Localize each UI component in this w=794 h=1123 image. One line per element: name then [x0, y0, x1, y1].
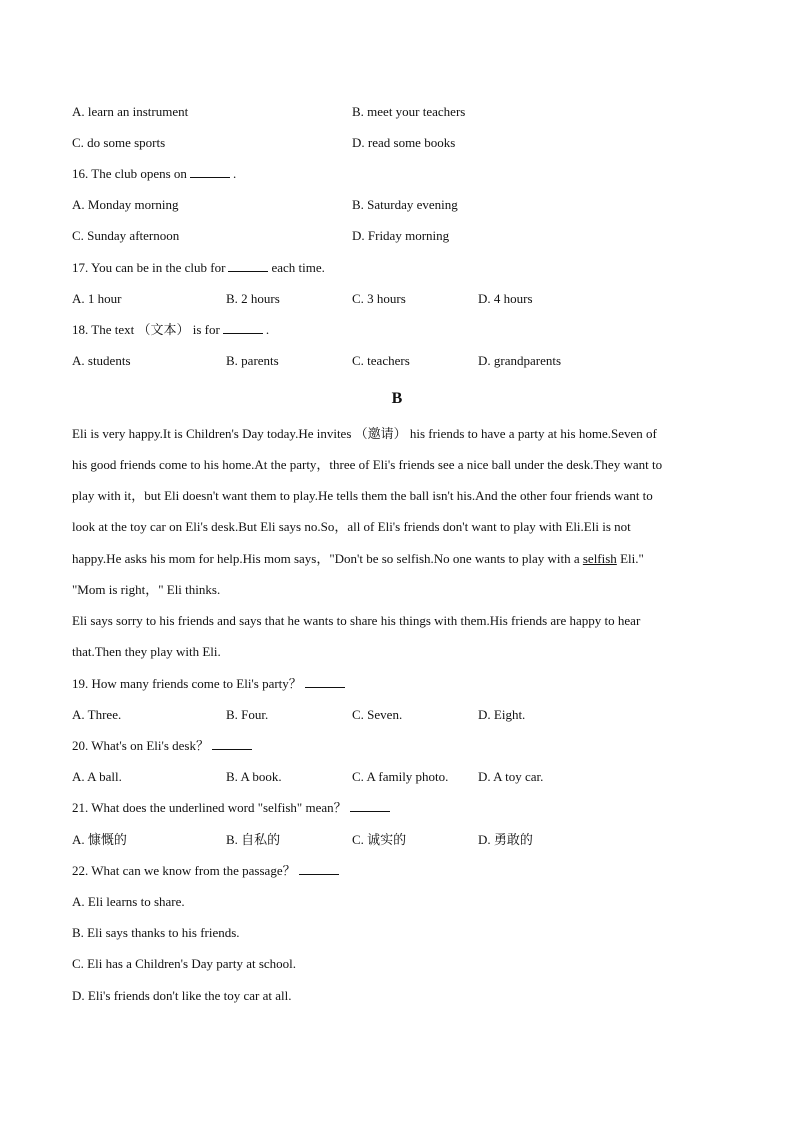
q22-stem-text: 22. What can we know from the passage？ — [72, 863, 296, 878]
q18-option-b: B. parents — [226, 353, 279, 368]
answer-blank — [228, 260, 268, 272]
q18-option-a: A. students — [72, 353, 131, 368]
answer-blank — [190, 166, 230, 178]
q16-option-d: D. Friday morning — [352, 228, 450, 243]
passage-line-5 — [72, 551, 644, 567]
passage-line-3: play with it，but Eli doesn't want them to play.He tells them the ball isn't his.And the other four friends want to — [72, 488, 653, 503]
q22-stem — [72, 863, 342, 879]
q20-option-c: C. A family photo. — [352, 769, 449, 784]
q16-option-b: B. Saturday evening — [352, 197, 458, 212]
answer-blank — [299, 863, 339, 875]
q20-stem — [72, 738, 255, 754]
underlined-word: selfish — [582, 551, 617, 566]
q21-stem — [72, 800, 393, 816]
q17-option-b: B. 2 hours — [226, 291, 280, 306]
q18-stem — [72, 322, 269, 338]
q15-option-d: D. read some books — [352, 135, 456, 150]
passage-line-2: his good friends come to his home.At the party，three of Eli's friends see a nice ball under the desk.They want to — [72, 457, 663, 472]
q22-option-a: A. Eli learns to share. — [72, 894, 185, 909]
q22-option-d: D. Eli's friends don't like the toy car at all. — [72, 988, 292, 1003]
q18-option-d: D. grandparents — [478, 353, 562, 368]
answer-blank — [223, 322, 263, 334]
q19-stem — [72, 676, 348, 692]
q18-option-c: C. teachers — [352, 353, 410, 368]
q16-option-c: C. Sunday afternoon — [72, 228, 180, 243]
q21-option-b: B. 自私的 — [226, 832, 281, 847]
q15-option-a: A. learn an instrument — [72, 104, 189, 119]
q17-option-a: A. 1 hour — [72, 291, 122, 306]
passage-line-5-start: happy.He asks his mom for help.His mom says，"Don't be so selfish.No one wants to play with a — [72, 551, 583, 566]
q18-stem-end: . — [265, 322, 270, 337]
q19-option-b: B. Four. — [226, 707, 269, 722]
q21-option-d: D. 勇敢的 — [478, 832, 533, 847]
passage-line-5-end: Eli." — [616, 551, 644, 566]
q17-option-c: C. 3 hours — [352, 291, 406, 306]
passage-line-7: Eli says sorry to his friends and says that he wants to share his things with them.His friends are happy to hear — [72, 613, 641, 628]
q19-option-c: C. Seven. — [352, 707, 403, 722]
q16-stem-end: . — [232, 166, 237, 181]
q20-stem-text: 20. What's on Eli's desk？ — [72, 738, 209, 753]
q22-option-c: C. Eli has a Children's Day party at school. — [72, 956, 297, 971]
q21-stem-text: 21. What does the underlined word "selfish" mean？ — [72, 800, 347, 815]
passage-line-6: "Mom is right，" Eli thinks. — [72, 582, 221, 597]
answer-blank — [350, 800, 390, 812]
q20-option-d: D. A toy car. — [478, 769, 544, 784]
passage-line-4: look at the toy car on Eli's desk.But Eli says no.So，all of Eli's friends don't want to play with Eli.Eli is not — [72, 519, 631, 534]
q17-option-d: D. 4 hours — [478, 291, 533, 306]
q19-stem-text: 19. How many friends come to Eli's party？ — [72, 676, 302, 691]
q17-stem — [72, 260, 325, 276]
q19-option-d: D. Eight. — [478, 707, 526, 722]
q21-option-a: A. 慷慨的 — [72, 832, 127, 847]
q16-stem — [72, 166, 236, 182]
passage-line-8: that.Then they play with Eli. — [72, 644, 221, 659]
q15-option-b: B. meet your teachers — [352, 104, 466, 119]
q16-option-a: A. Monday morning — [72, 197, 179, 212]
q17-stem-end: each time. — [271, 260, 325, 275]
q15-option-c: C. do some sports — [72, 135, 166, 150]
q17-stem-text: 17. You can be in the club for — [72, 260, 226, 275]
passage-line-1: Eli is very happy.It is Children's Day today.He invites （邀请） his friends to have a party at his home.Seven of — [72, 426, 657, 441]
q16-stem-text: 16. The club opens on — [72, 166, 187, 181]
q22-option-b: B. Eli says thanks to his friends. — [72, 925, 240, 940]
q20-option-a: A. A ball. — [72, 769, 122, 784]
answer-blank — [305, 676, 345, 688]
section-title: B — [391, 390, 403, 407]
q21-option-c: C. 诚实的 — [352, 832, 407, 847]
q20-option-b: B. A book. — [226, 769, 282, 784]
q18-stem-text: 18. The text （文本） is for — [72, 322, 220, 337]
answer-blank — [212, 738, 252, 750]
q19-option-a: A. Three. — [72, 707, 122, 722]
